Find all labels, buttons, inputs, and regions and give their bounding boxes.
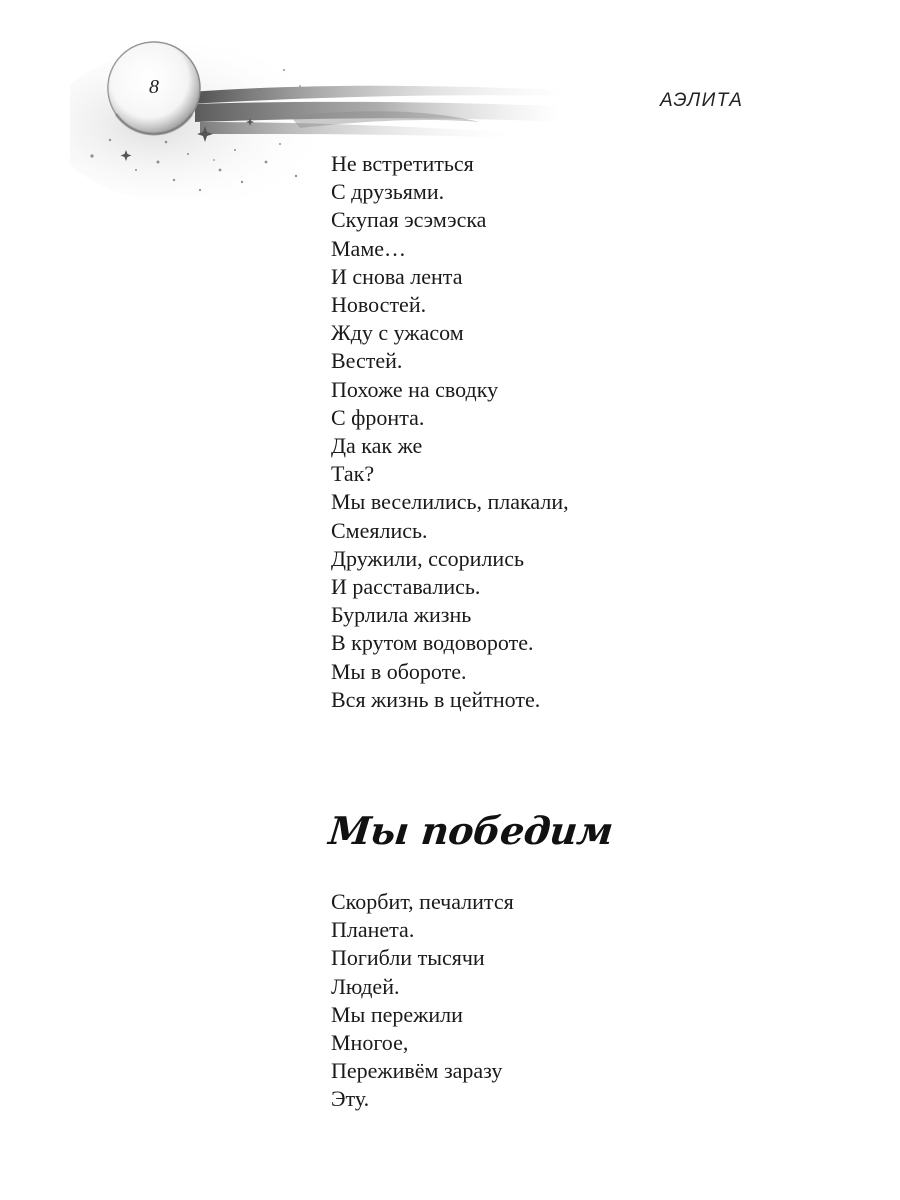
running-head: АЭЛИТА (660, 90, 744, 111)
poem-first (331, 150, 569, 714)
page-number: 8 (149, 76, 159, 98)
poem-line: И снова лента (331, 263, 463, 289)
poem-line: Мы веселились, плакали, (331, 489, 569, 515)
poem-line: Бурлила жизнь (331, 602, 472, 628)
section-title: Мы победим (326, 808, 616, 853)
poem-line: Скорбит, печалится (331, 889, 514, 914)
poem-line: Да как же (331, 433, 423, 459)
poem-line: Так? (331, 461, 375, 487)
poem-line: Мы в обороте. (331, 658, 467, 684)
poem-second (331, 888, 514, 1114)
poem-line: Похоже на сводку (331, 376, 499, 402)
poem-line: Мы пережили (331, 1001, 463, 1027)
poem-line: Дружили, ссорились (331, 545, 525, 571)
poem-line: Планета. (331, 917, 415, 943)
poem-line: И расставались. (331, 574, 481, 600)
poem-line: С фронта. (331, 404, 425, 430)
poem-line: С друзьями. (331, 179, 445, 205)
poem-line: Вестей. (331, 348, 403, 374)
poem-line: Новостей. (331, 292, 427, 318)
poem-line: Жду с ужасом (331, 320, 464, 346)
poem-line: Вся жизнь в цейтноте. (331, 686, 541, 712)
poem-line: Маме… (331, 235, 407, 261)
poem-line: Скупая эсэмэска (331, 207, 487, 233)
poem-line: В крутом водовороте. (331, 630, 534, 656)
poem-line: Многое, (331, 1030, 409, 1056)
poem-line: Эту. (331, 1086, 370, 1112)
poem-line: Людей. (331, 973, 400, 999)
poem-line: Не встретиться (331, 151, 474, 176)
poem-line: Погибли тысячи (331, 945, 485, 971)
poem-line: Смеялись. (331, 517, 428, 543)
poem-line: Переживём заразу (331, 1058, 503, 1084)
